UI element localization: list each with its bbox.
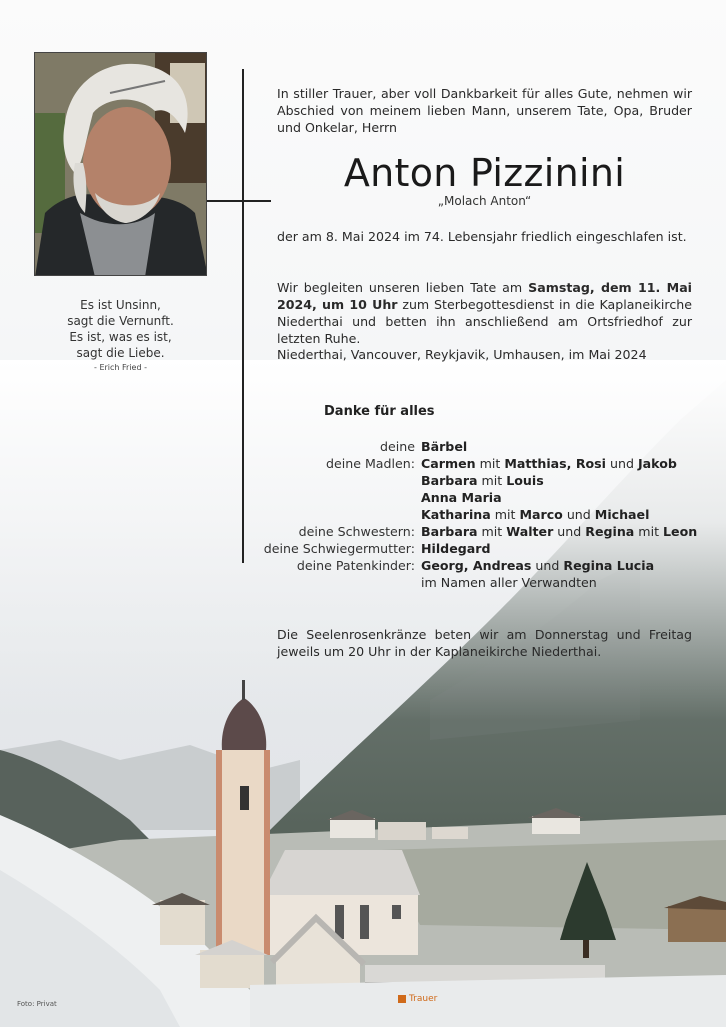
logo-mark-icon <box>398 995 406 1003</box>
family-row <box>230 574 700 591</box>
publisher-logo <box>398 994 437 1004</box>
quote-line: sagt die Vernunft. <box>67 314 174 328</box>
family-row <box>230 540 700 557</box>
family-name: Barbara <box>421 473 478 488</box>
connector: und <box>531 558 564 573</box>
family-name: Anna Maria <box>421 490 502 505</box>
rosary-info: Die Seelenrosenkränze beten wir am Donnerstag und Freitag jeweils um 20 Uhr in der Kaplaneikirche Niederthai. <box>277 627 692 659</box>
family-row <box>230 506 700 523</box>
funeral-info <box>277 279 692 347</box>
deceased-name: Anton Pizzinini <box>343 151 626 195</box>
relation-label: deine Patenkinder: <box>296 558 415 573</box>
thanks-heading: Danke für alles <box>324 404 435 419</box>
family-name: Barbara <box>421 524 478 539</box>
quote-line: Es ist Unsinn, <box>80 298 161 312</box>
family-row <box>230 557 700 574</box>
quote-line: Es ist, was es ist, <box>69 330 172 344</box>
family-name: Georg, Andreas <box>421 558 532 573</box>
family-name: Hildegard <box>421 541 491 556</box>
connector: und <box>562 507 595 522</box>
relation-label: deine Schwiegermutter: <box>263 541 415 556</box>
connector: mit <box>634 524 664 539</box>
family-row <box>230 489 700 506</box>
family-name: Michael <box>594 507 650 522</box>
family-name: Leon <box>663 524 698 539</box>
funeral-text-pre: Wir begleiten unseren lieben Tate am <box>277 280 529 295</box>
relation-label: deine Schwestern: <box>298 524 415 539</box>
death-statement: der am 8. Mai 2024 im 74. Lebensjahr friedlich eingeschlafen ist. <box>277 229 687 244</box>
connector: und <box>606 456 638 471</box>
family-name: Louis <box>506 473 544 488</box>
connector: und <box>553 524 586 539</box>
photo-credit: Foto: Privat <box>17 1000 57 1008</box>
connector: mit <box>490 507 520 522</box>
nickname: „Molach Anton“ <box>437 194 532 208</box>
quote-block <box>34 297 207 375</box>
portrait-photo <box>34 52 207 276</box>
funeral-text-post: zum Sterbegottesdienst in die Kaplaneikirche Niederthai und betten ihn anschließend am Ortsfriedhof zur letzten Ruhe. <box>277 297 692 346</box>
connector: mit <box>475 456 505 471</box>
relatives-line: im Namen aller Verwandten <box>421 575 597 590</box>
family-name: Walter <box>506 524 554 539</box>
family-name: Katharina <box>421 507 491 522</box>
quote-author: - Erich Fried - <box>94 363 147 372</box>
family-name: Marco <box>519 507 563 522</box>
cross-horizontal-line <box>207 200 271 202</box>
family-row <box>230 455 700 472</box>
family-list <box>230 438 700 591</box>
relation-label: deine <box>380 439 415 454</box>
funeral-date: Samstag, dem 11. Mai 2024, um 10 Uhr <box>277 280 693 312</box>
family-name: Carmen <box>421 456 476 471</box>
intro-text: In stiller Trauer, aber voll Dankbarkeit für alles Gute, nehmen wir Abschied von meinem lieben Mann, unserem Tate, Opa, Bruder und Onkelar, Herrn <box>277 86 692 135</box>
family-name: Bärbel <box>421 439 468 454</box>
connector: mit <box>477 524 507 539</box>
connector: mit <box>477 473 507 488</box>
family-name: Jakob <box>637 456 677 471</box>
family-row <box>230 523 700 540</box>
portrait-image <box>35 53 207 276</box>
family-row <box>230 438 700 455</box>
relation-label: deine Madlen: <box>325 456 415 471</box>
family-row <box>230 472 700 489</box>
family-name: Regina <box>585 524 635 539</box>
place-date: Niederthai, Vancouver, Reykjavik, Umhausen, im Mai 2024 <box>277 347 647 362</box>
quote-line: sagt die Liebe. <box>76 346 165 360</box>
family-name: Regina Lucia <box>563 558 655 573</box>
family-name: Matthias, Rosi <box>504 456 606 471</box>
logo-text: Trauer <box>409 994 438 1004</box>
